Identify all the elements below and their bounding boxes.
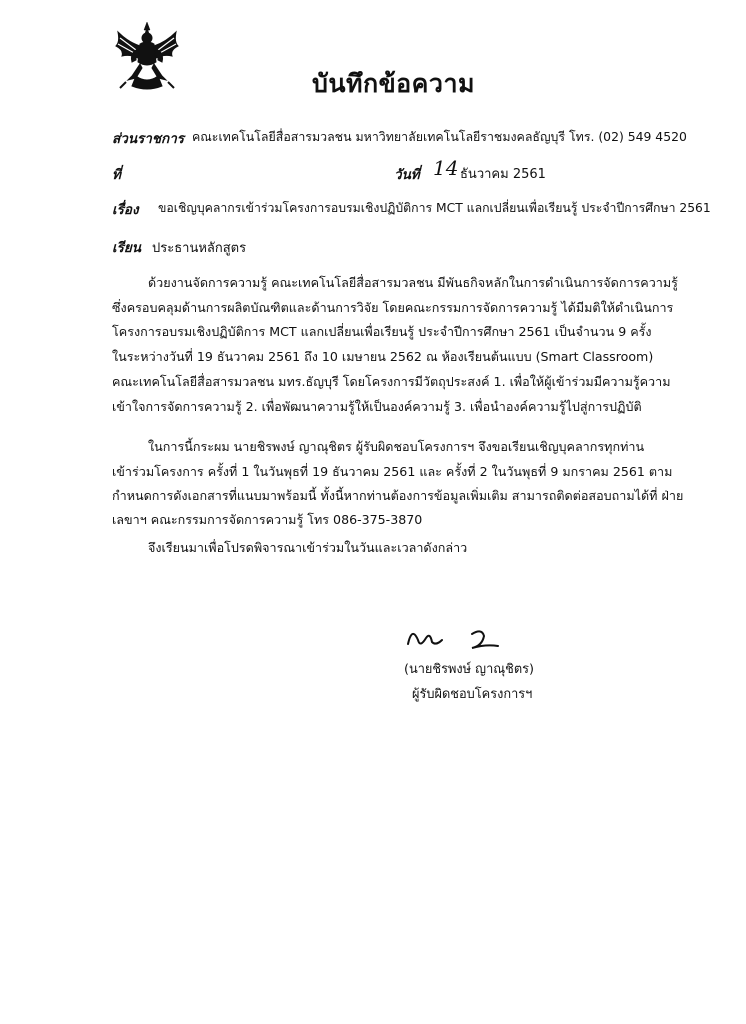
department-label: ส่วนราชการ [112,131,185,147]
to-value: ประธานหลักสูตร [152,241,247,256]
date-month-year: ธันวาคม 2561 [460,167,546,182]
signer-role: ผู้รับผิดชอบโครงการฯ [412,687,533,702]
handwritten-signature [402,620,522,656]
para2-line: กำหนดการดังเอกสารที่แนบมาพร้อมนี้ ทั้งนี้หากท่านต้องการข้อมูลเพิ่มเติม สามารถติดต่อสอบถามได้ที่ ฝ่าย [112,488,684,503]
para1-line: ในระหว่างวันที่ 19 ธันวาคม 2561 ถึง 10 เมษายน 2562 ณ ห้องเรียนต้นแบบ (Smart Classroom) [112,349,654,364]
memo-title: บันทึกข้อความ [312,69,475,98]
subject-value: ขอเชิญบุคลากรเข้าร่วมโครงการอบรมเชิงปฏิบัติการ MCT แลกเปลี่ยนเพื่อเรียนรู้ ประจำปีการศึกษา 2561 [158,201,711,215]
para1-line: เข้าใจการจัดการความรู้ 2. เพื่อพัฒนาความรู้ให้เป็นองค์ความรู้ 3. เพื่อนำองค์ความรู้ไปสู่การปฏิบัติ [112,399,642,414]
to-label: เรียน [112,240,142,256]
para1-line: โครงการอบรมเชิงปฏิบัติการ MCT แลกเปลี่ยนเพื่อเรียนรู้ ประจำปีการศึกษา 2561 เป็นจำนวน 9 ครั้ง [112,324,652,339]
para1-line: คณะเทคโนโลยีสื่อสารมวลชน มทร.ธัญบุรี โดยโครงการมีวัตถุประสงค์ 1. เพื่อให้ผู้เข้าร่วมมีความรู้ความ [112,374,671,389]
para2-line: ในการนี้กระผม นายชิรพงษ์ ญาณุชิตร ผู้รับผิดชอบโครงการฯ จึงขอเรียนเชิญบุคลากรทุกท่าน [148,439,645,454]
date-day-handwritten: 14 [433,156,459,180]
date-label: วันที่ [394,167,420,183]
closing-line: จึงเรียนมาเพื่อโปรดพิจารณาเข้าร่วมในวันและเวลาดังกล่าว [148,540,468,555]
signer-name: (นายชิรพงษ์ ญาณุชิตร) [404,662,534,677]
para1-line: ซึ่งครอบคลุมด้านการผลิตบัณฑิตและด้านการวิจัย โดยคณะกรรมการจัดการความรู้ ได้มีมติให้ดำเนินการ [112,300,674,315]
para2-line: เข้าร่วมโครงการ ครั้งที่ 1 ในวันพุธที่ 19 ธันวาคม 2561 และ ครั้งที่ 2 ในวันพุธที่ 9 มกราคม 2561 ตาม [112,464,673,479]
para1-line: ด้วยงานจัดการความรู้ คณะเทคโนโลยีสื่อสารมวลชน มีพันธกิจหลักในการดำเนินการจัดการความรู้ [148,275,678,290]
para2-line: เลขาฯ คณะกรรมการจัดการความรู้ โทร 086-375-3870 [112,512,423,527]
ref-label: ที่ [112,167,121,183]
garuda-emblem-icon [112,20,182,92]
subject-label: เรื่อง [112,202,139,218]
department-value: คณะเทคโนโลยีสื่อสารมวลชน มหาวิทยาลัยเทคโนโลยีราชมงคลธัญบุรี โทร. (02) 549 4520 [192,129,687,144]
